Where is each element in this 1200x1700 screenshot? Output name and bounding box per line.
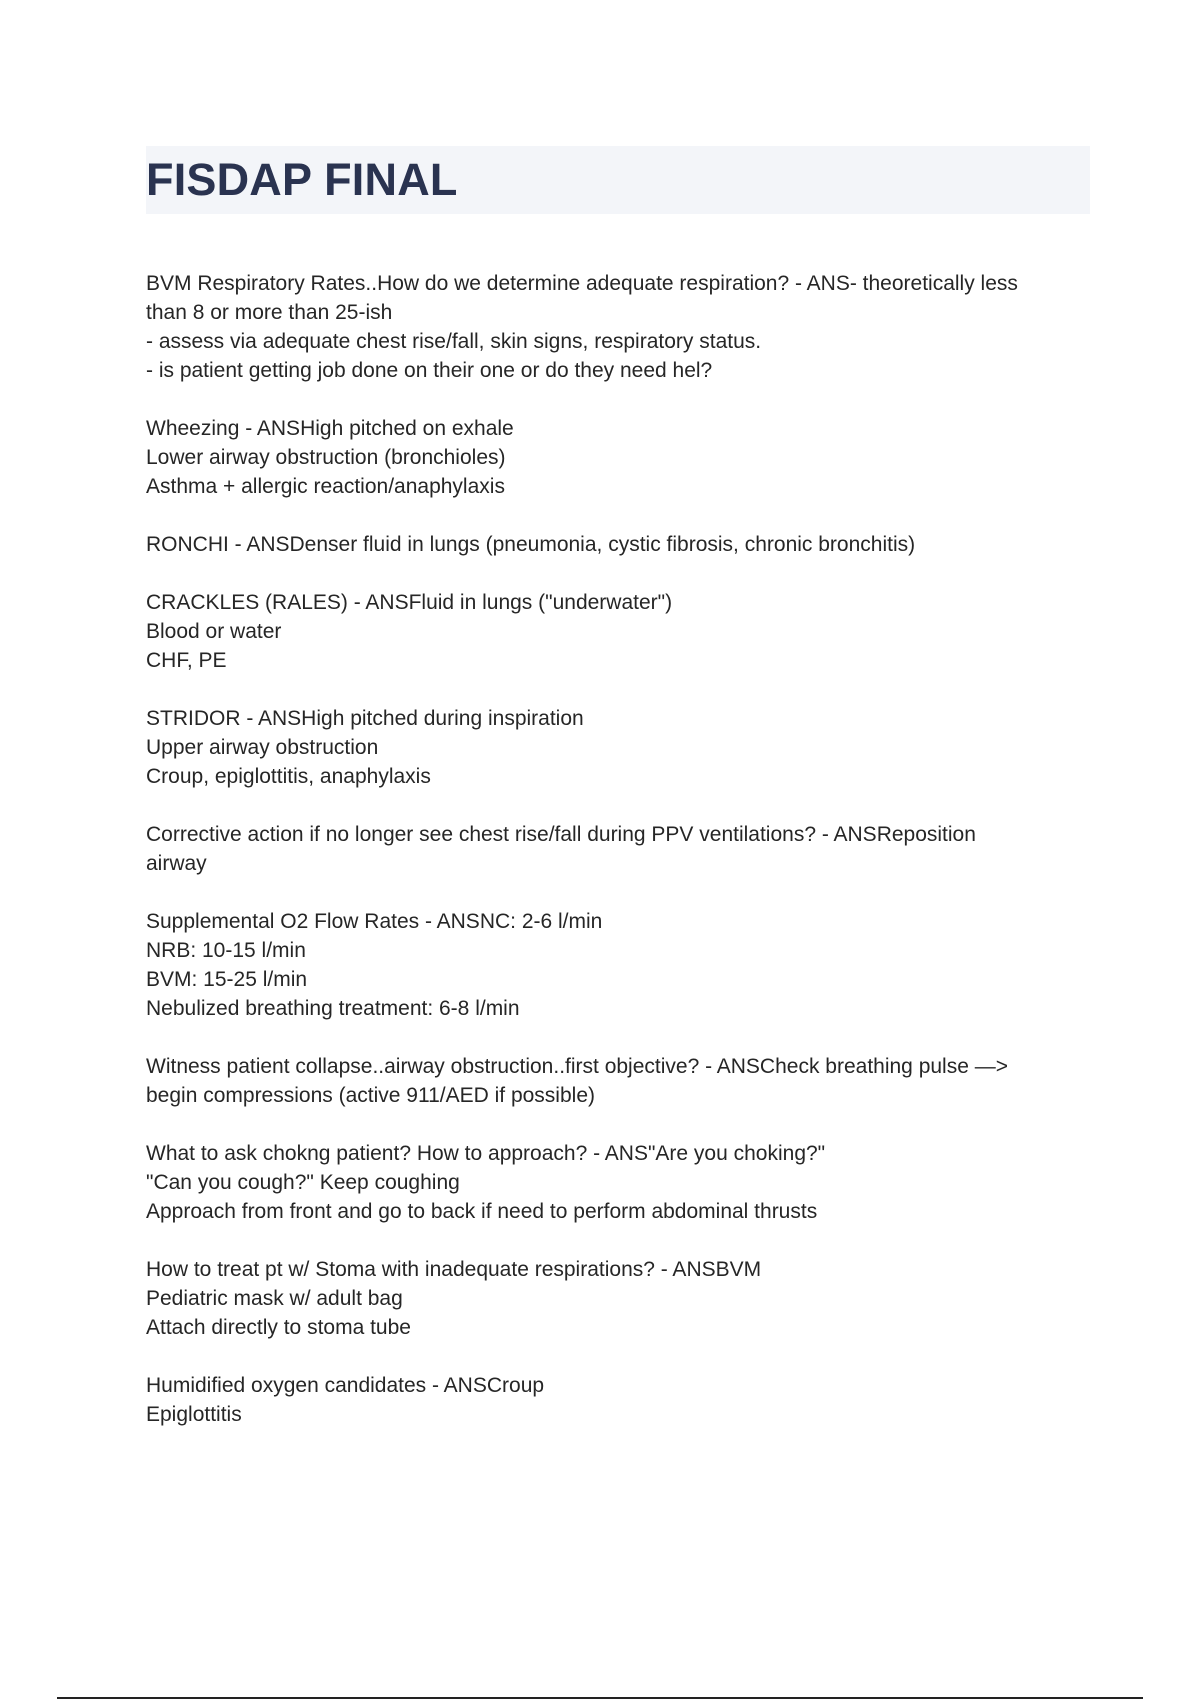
- card-line: Blood or water: [146, 620, 282, 643]
- flashcard: [146, 1255, 1096, 1342]
- card-line: Attach directly to stoma tube: [146, 1316, 411, 1339]
- card-line: BVM: 15-25 l/min: [146, 968, 308, 991]
- flashcard: [146, 588, 1096, 675]
- card-line: Nebulized breathing treatment: 6-8 l/min: [146, 997, 520, 1020]
- card-line: What to ask chokng patient? How to approach? - ANS"Are you choking?": [146, 1142, 826, 1165]
- card-line: airway: [146, 852, 207, 875]
- flashcard: [146, 269, 1096, 385]
- page-divider: [57, 1697, 1143, 1699]
- flashcard-list: [146, 269, 1096, 1458]
- flashcard: [146, 820, 1096, 878]
- card-line: - assess via adequate chest rise/fall, skin signs, respiratory status.: [146, 330, 762, 353]
- card-line: Humidified oxygen candidates - ANSCroup: [146, 1374, 545, 1397]
- card-line: Croup, epiglottitis, anaphylaxis: [146, 765, 431, 788]
- card-line: Epiglottitis: [146, 1403, 242, 1426]
- flashcard: [146, 530, 1096, 559]
- card-line: than 8 or more than 25-ish: [146, 301, 393, 324]
- card-line: - is patient getting job done on their one or do they need hel?: [146, 359, 713, 382]
- card-line: BVM Respiratory Rates..How do we determine adequate respiration? - ANS- theoretically less: [146, 272, 1018, 295]
- card-line: RONCHI - ANSDenser fluid in lungs (pneumonia, cystic fibrosis, chronic bronchitis): [146, 533, 916, 556]
- card-line: Witness patient collapse..airway obstruction..first objective? - ANSCheck breathing pulse —>: [146, 1055, 1008, 1078]
- flashcard: [146, 1052, 1096, 1110]
- card-line: Pediatric mask w/ adult bag: [146, 1287, 403, 1310]
- flashcard: [146, 1371, 1096, 1429]
- title-banner: [146, 146, 1090, 214]
- card-line: NRB: 10-15 l/min: [146, 939, 306, 962]
- page-title: FISDAP FINAL: [146, 154, 458, 205]
- card-line: Supplemental O2 Flow Rates - ANSNC: 2-6 l/min: [146, 910, 603, 933]
- card-line: How to treat pt w/ Stoma with inadequate respirations? - ANSBVM: [146, 1258, 762, 1281]
- card-line: begin compressions (active 911/AED if possible): [146, 1084, 595, 1107]
- card-line: Wheezing - ANSHigh pitched on exhale: [146, 417, 514, 440]
- card-line: Asthma + allergic reaction/anaphylaxis: [146, 475, 505, 498]
- flashcard: [146, 1139, 1096, 1226]
- card-line: Approach from front and go to back if need to perform abdominal thrusts: [146, 1200, 818, 1223]
- card-line: CHF, PE: [146, 649, 227, 672]
- card-line: "Can you cough?" Keep coughing: [146, 1171, 460, 1194]
- card-line: Corrective action if no longer see chest rise/fall during PPV ventilations? - ANSReposition: [146, 823, 976, 846]
- card-line: Lower airway obstruction (bronchioles): [146, 446, 506, 469]
- card-line: STRIDOR - ANSHigh pitched during inspiration: [146, 707, 584, 730]
- flashcard: [146, 704, 1096, 791]
- flashcard: [146, 414, 1096, 501]
- card-line: CRACKLES (RALES) - ANSFluid in lungs ("underwater"): [146, 591, 673, 614]
- flashcard: [146, 907, 1096, 1023]
- card-line: Upper airway obstruction: [146, 736, 379, 759]
